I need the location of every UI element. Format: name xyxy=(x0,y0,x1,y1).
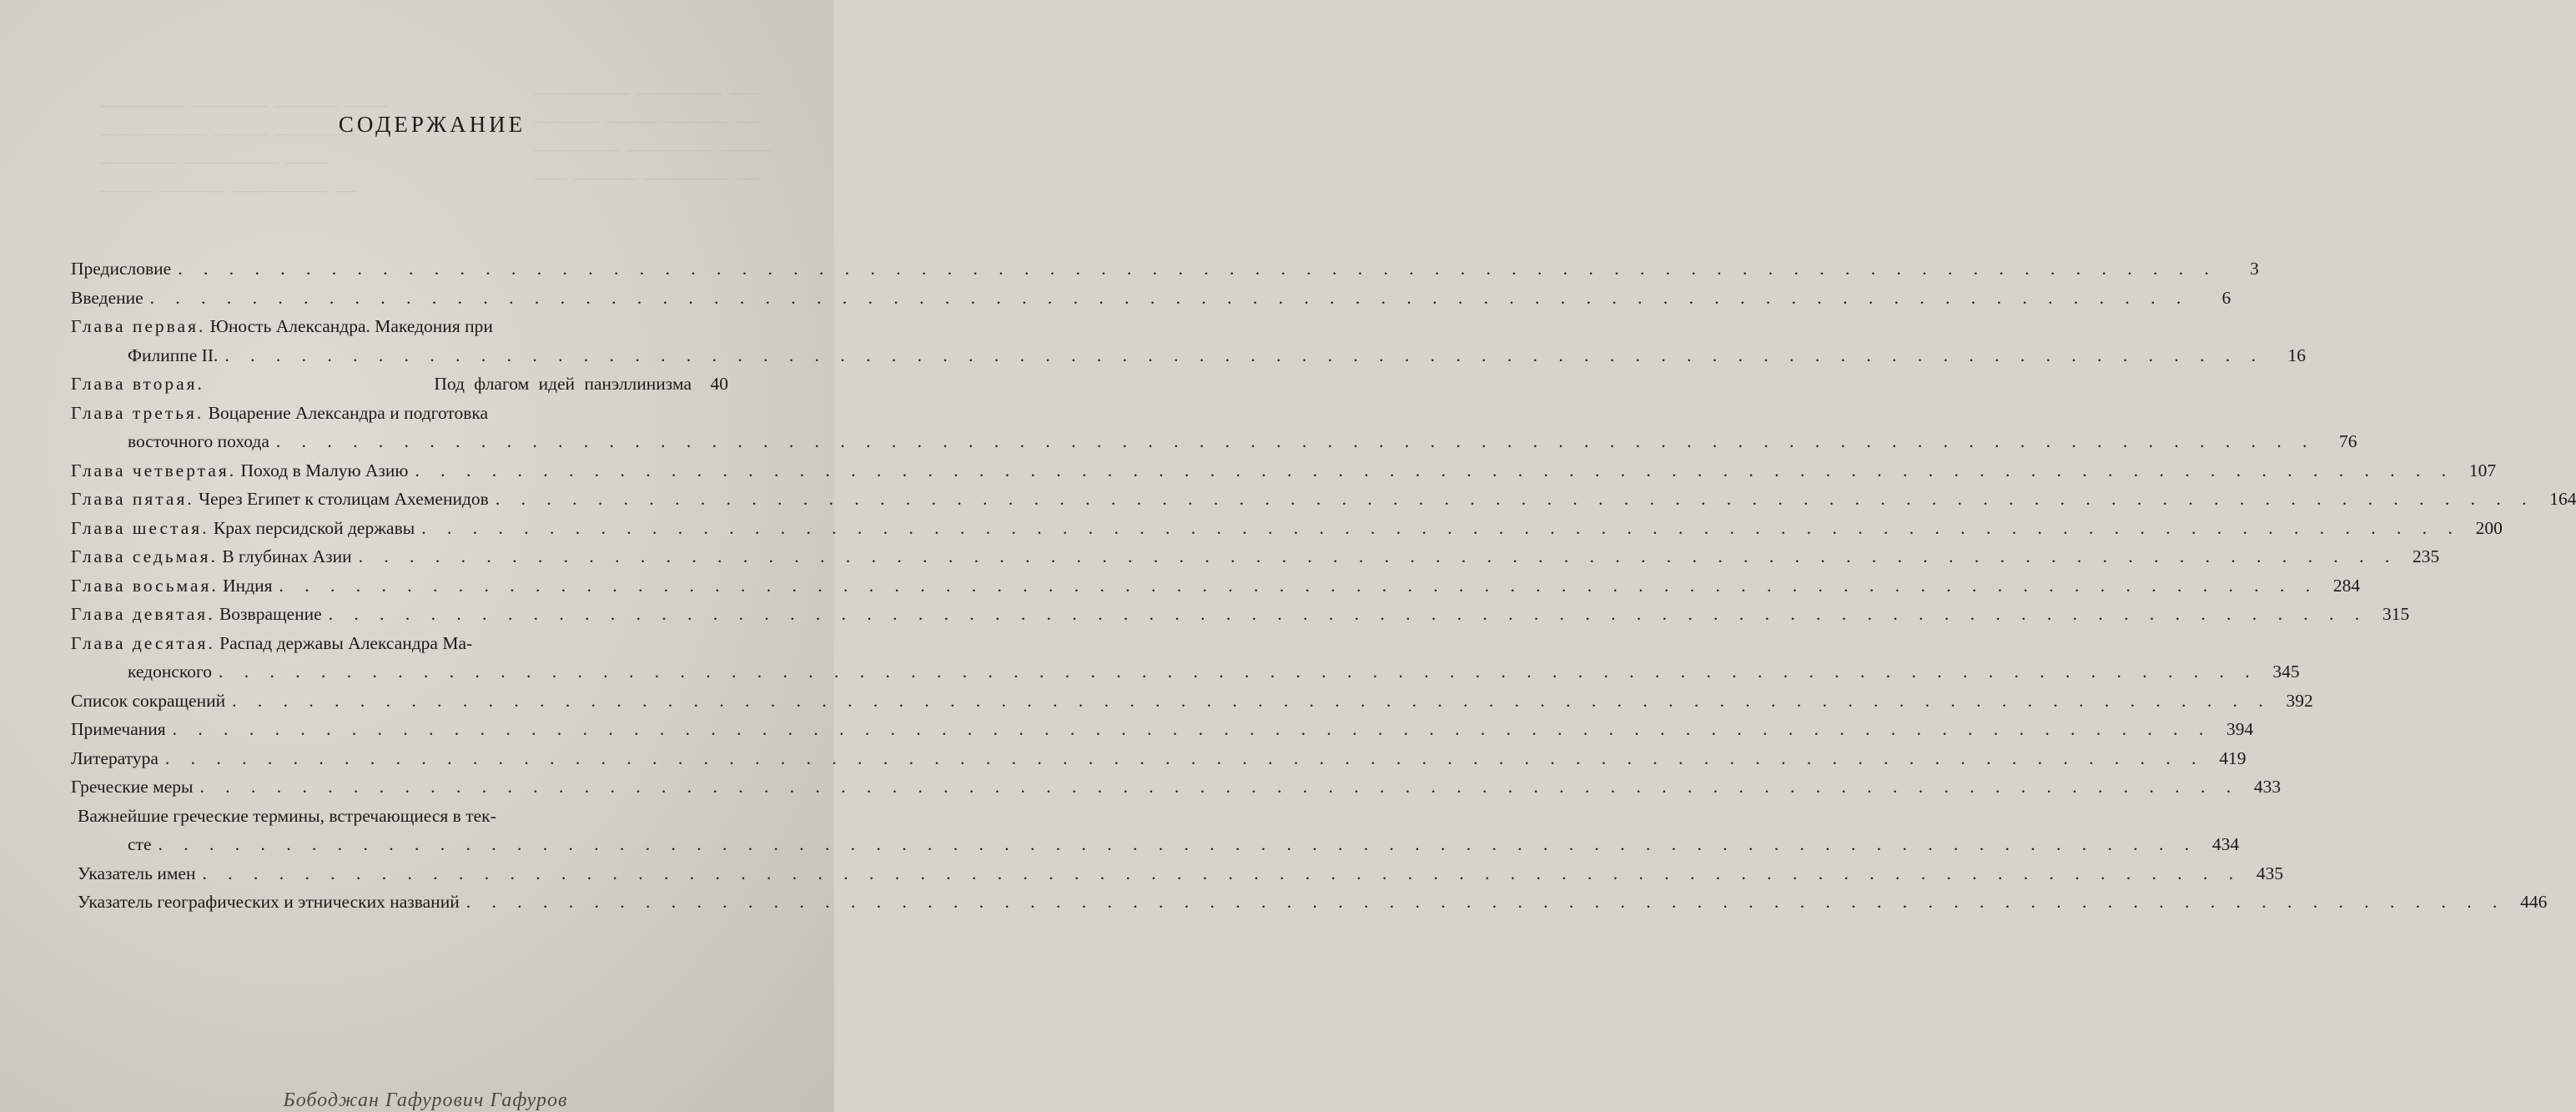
toc-page-number: 284 xyxy=(2332,575,2361,596)
toc-page-number: 40 xyxy=(710,374,728,394)
toc-entry-chapter-10-cont xyxy=(71,657,2300,687)
toc-entry-label: Крах персидской державы xyxy=(213,517,415,538)
toc-entry-chapter-9 xyxy=(71,600,2410,629)
toc-page-number: 315 xyxy=(2382,604,2410,624)
toc-entry-chapter-2 xyxy=(71,370,728,399)
toc-page-number: 235 xyxy=(2412,546,2440,566)
toc-page-number: 435 xyxy=(2256,863,2284,883)
toc-entry-chapter-1 xyxy=(71,312,728,341)
chapter-heading: Глава пятая. xyxy=(71,489,194,509)
dot-leader xyxy=(421,514,2461,543)
dot-leader xyxy=(178,254,2217,284)
toc-entry-continuation: восточного похода xyxy=(128,431,269,451)
toc-page-number: 434 xyxy=(2211,834,2240,854)
toc-entry-chapter-3 xyxy=(71,399,728,428)
toc-entry-label: Важнейшие греческие термины, встречающиеся в тек- xyxy=(78,805,496,826)
toc-page-number: 3 xyxy=(2250,259,2259,279)
toc-entry-chapter-3-cont xyxy=(71,427,2357,456)
dot-leader xyxy=(199,772,2239,802)
toc-entry-label: Греческие меры xyxy=(71,777,194,797)
toc-entry-chapter-8 xyxy=(71,571,2361,601)
toc-entry-continuation: сте xyxy=(128,834,152,854)
toc-page-number: 419 xyxy=(2219,747,2246,768)
toc-page-number: 16 xyxy=(2287,345,2306,365)
dot-leader xyxy=(173,715,2212,744)
dot-leader xyxy=(276,427,2316,456)
dot-leader xyxy=(219,657,2258,687)
dot-leader xyxy=(158,830,2197,859)
toc-page-number: 345 xyxy=(2272,662,2300,682)
toc-entry-introduction xyxy=(71,284,2231,313)
toc-entry-label: Примечания xyxy=(71,719,166,739)
toc-entry-chapter-5 xyxy=(71,485,2576,514)
chapter-heading: Глава первая. xyxy=(71,316,206,336)
toc-entry-continuation: Филиппе II. xyxy=(128,345,219,365)
toc-page-number: 76 xyxy=(2339,431,2357,451)
table-of-contents xyxy=(71,254,2576,917)
chapter-heading: Глава восьмая. xyxy=(71,575,219,596)
dot-leader xyxy=(496,485,2535,514)
toc-entry-label: Предисловие xyxy=(71,259,172,279)
chapter-heading: Глава девятая. xyxy=(71,604,215,624)
toc-entry-geo-index xyxy=(71,888,2548,917)
toc-entry-chapter-1-cont xyxy=(71,341,2306,370)
toc-entry-label: Воцарение Александра и подготовка xyxy=(208,402,489,423)
toc-entry-greek-terms xyxy=(71,802,728,831)
bleed-through-text-right: ───────── ──────── ─── ────── ───── ────── ── ──────── ──────── ───── ─── ────── ──────── ── xyxy=(534,85,772,187)
dot-leader xyxy=(232,687,2272,716)
chapter-heading: Глава третья. xyxy=(71,402,204,423)
toc-page-number: 433 xyxy=(2253,777,2282,797)
toc-entry-label: Распад державы Александра Ма- xyxy=(219,632,473,653)
dot-leader xyxy=(329,600,2368,629)
chapter-heading: Глава четвертая. xyxy=(71,460,237,481)
toc-entry-chapter-4 xyxy=(71,456,2497,486)
toc-page-number: 446 xyxy=(2520,892,2548,912)
toc-page-number: 200 xyxy=(2475,517,2503,538)
chapter-heading: Глава седьмая. xyxy=(71,546,218,566)
bleed-through-text-left: ──────── ─────── ────── ──── ────────── ───── ──────── ─────── ───────── ──── ───── ────── ───────── ── xyxy=(100,98,389,199)
toc-entry-chapter-7 xyxy=(71,542,2440,571)
chapter-heading: Глава десятая. xyxy=(71,632,215,653)
toc-entry-label: Указатель имен xyxy=(78,863,196,883)
toc-entry-continuation: кедонского xyxy=(128,662,213,682)
toc-entry-label: Индия xyxy=(223,575,273,596)
toc-entry-preface xyxy=(71,254,2259,284)
chapter-heading: Глава шестая. xyxy=(71,517,209,538)
toc-entry-chapter-10 xyxy=(71,629,728,658)
toc-page-number: 107 xyxy=(2468,460,2497,481)
toc-entry-greek-terms-cont xyxy=(71,830,2240,859)
dot-leader xyxy=(466,888,2506,917)
dot-leader xyxy=(165,744,2205,773)
page-title: СОДЕРЖАНИЕ xyxy=(338,112,526,137)
dot-leader xyxy=(279,571,2319,601)
toc-page-number: 164 xyxy=(2549,489,2576,509)
toc-entry-label: Под флагом идей панэллинизма xyxy=(434,374,692,394)
toc-entry-label: Возвращение xyxy=(219,604,322,624)
toc-entry-label: Поход в Малую Азию xyxy=(240,460,409,481)
toc-page-number: 394 xyxy=(2226,719,2254,739)
toc-page-number: 6 xyxy=(2221,287,2231,308)
toc-entry-abbreviations xyxy=(71,687,2313,716)
dot-leader xyxy=(202,859,2241,888)
toc-entry-label: В глубинах Азии xyxy=(222,546,352,566)
toc-entry-label: Введение xyxy=(71,287,143,308)
toc-entry-label: Юность Александра. Македония при xyxy=(209,316,493,336)
toc-page-number: 392 xyxy=(2286,690,2313,711)
toc-entry-notes xyxy=(71,715,2254,744)
toc-entry-chapter-6 xyxy=(71,514,2503,543)
chapter-heading: Глава вторая. xyxy=(71,374,204,394)
toc-entry-name-index xyxy=(71,859,2284,888)
toc-entry-greek-measures xyxy=(71,772,2282,802)
dot-leader xyxy=(150,284,2190,313)
dot-leader xyxy=(224,341,2264,370)
toc-entry-label: Литература xyxy=(71,747,158,768)
cut-off-footer-text: Бободжан Гафурович Гафуров xyxy=(283,1089,568,1111)
toc-entry-label: Указатель географических и этнических названий xyxy=(78,892,460,912)
toc-entry-literature xyxy=(71,744,2246,773)
dot-leader xyxy=(415,456,2455,486)
toc-entry-label: Список сокращений xyxy=(71,690,226,711)
dot-leader xyxy=(359,542,2398,571)
toc-entry-label: Через Египет к столицам Ахеменидов xyxy=(199,489,489,509)
